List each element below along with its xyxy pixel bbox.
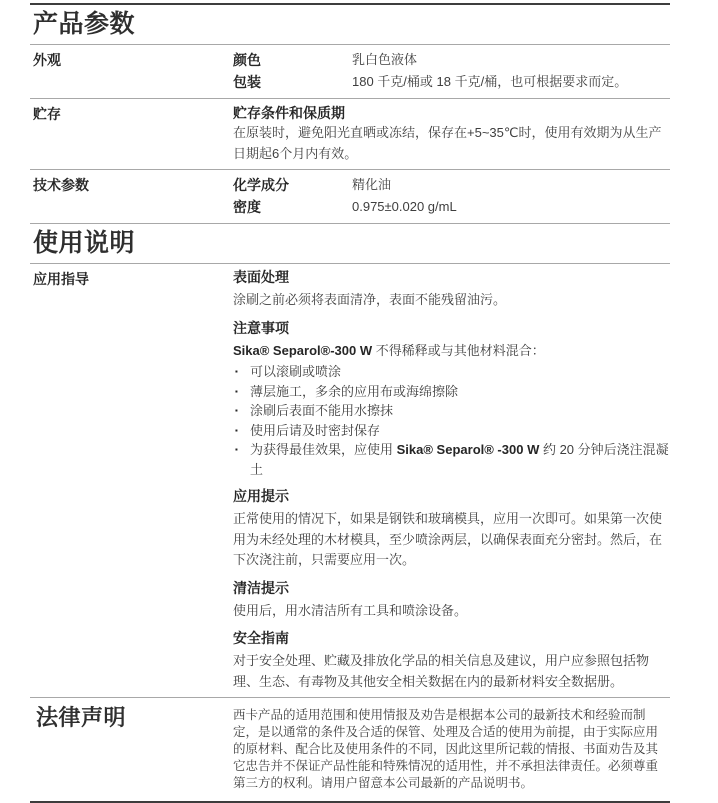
notice-bullet-list bbox=[233, 362, 670, 479]
storage-text: 在原装时，避免阳光直晒或冻结，保存在+5~35℃时，使用有效期为从生产日期起6个月内有效。 bbox=[233, 125, 662, 161]
bullet-square-icon: ▪ bbox=[235, 367, 238, 376]
safety-guide-title: 安全指南 bbox=[233, 630, 289, 646]
safety-guide-text: 对于安全处理、贮藏及排放化学品的相关信息及建议，用户应参照包括物理、生态、有毒物及其他安全相关数据在内的最新材料安全数据册。 bbox=[233, 653, 650, 689]
param-name: 包装 bbox=[233, 74, 261, 90]
row-technical bbox=[30, 170, 670, 223]
list-item bbox=[233, 362, 670, 382]
bullet-text: 使用后请及时密封保存 bbox=[250, 422, 381, 438]
bullet-square-icon: ▪ bbox=[235, 386, 238, 396]
param-value: 0.975±0.020 g/mL bbox=[352, 199, 457, 214]
surface-treatment-title: 表面处理 bbox=[233, 269, 289, 285]
list-item bbox=[233, 421, 670, 441]
bullet-square-icon: ▪ bbox=[235, 406, 238, 415]
param-name: 化学成分 bbox=[233, 177, 289, 193]
bullet-square-icon: ▪ bbox=[235, 445, 238, 454]
param-name: 密度 bbox=[233, 199, 261, 215]
row-label-application-guide: 应用指导 bbox=[33, 271, 89, 287]
param-chemical bbox=[233, 174, 670, 196]
bullet-text: 约 20 分钟后浇注混凝土 bbox=[250, 442, 669, 477]
bullet-square-icon: ▪ bbox=[235, 425, 238, 435]
product-name-bold: Sika® Separol®-300 W bbox=[233, 342, 373, 358]
storage-subheading: 贮存条件和保质期 bbox=[233, 105, 345, 121]
bullet-text: 薄层施工，多余的应用布或海绵擦除 bbox=[250, 383, 459, 399]
legal-text: 西卡产品的适用范围和使用情报及劝告是根据本公司的最新技术和经验而制定，是以通常的条件及合适的保管、处理及合适的使用为前提，由于实际应用的原材料、配合比及使用条件的不同，因此这里所记载的情报、书面劝告及其它忠告并不保证产品性能和特殊情况的适用性，并不承担法律责任。必须尊重第三方的权利。请用户留意本公司最新的产品说明书。 bbox=[233, 708, 659, 790]
param-value: 乳白色液体 bbox=[352, 52, 418, 67]
row-label-appearance: 外观 bbox=[33, 52, 61, 68]
cleaning-tips-text: 使用后，用水清洁所有工具和喷涂设备。 bbox=[233, 602, 468, 618]
product-params-heading: 产品参数 bbox=[33, 10, 136, 38]
list-item bbox=[233, 440, 670, 479]
application-tips-title: 应用提示 bbox=[233, 488, 289, 504]
param-value: 精化油 bbox=[352, 177, 392, 192]
row-usage bbox=[30, 264, 670, 697]
bullet-bold: Sika® Separol® -300 W bbox=[396, 442, 540, 457]
param-density bbox=[233, 196, 670, 218]
param-color bbox=[233, 49, 670, 71]
surface-treatment-text: 涂刷之前必须将表面清净，表面不能残留油污。 bbox=[233, 292, 507, 307]
bullet-text: 涂刷后表面不能用水擦抹 bbox=[250, 403, 394, 418]
usage-heading: 使用说明 bbox=[33, 229, 136, 257]
param-packaging bbox=[233, 71, 670, 93]
row-legal bbox=[30, 698, 670, 801]
row-label-storage: 贮存 bbox=[33, 106, 61, 122]
list-item bbox=[233, 401, 670, 421]
notice-lead bbox=[233, 341, 670, 362]
bullet-text: 为获得最佳效果，应使用 bbox=[250, 442, 397, 457]
row-appearance bbox=[30, 45, 670, 98]
param-value: 180 千克/桶或 18 千克/桶，也可根据要求而定。 bbox=[352, 74, 628, 89]
param-name: 颜色 bbox=[233, 52, 261, 68]
application-tips-text: 正常使用的情况下，如果是钢铁和玻璃模具，应用一次即可。如果第一次使用为未经处理的木材模具，至少喷涂两层，以确保表面充分密封。然后，在下次浇注前，只需要应用一次。 bbox=[233, 511, 663, 567]
legal-heading: 法律声明 bbox=[36, 705, 127, 730]
notice-lead-rest: 不得稀释或与其他材料混合： bbox=[372, 342, 545, 358]
row-label-technical: 技术参数 bbox=[33, 177, 89, 193]
bullet-text: 可以滚刷或喷涂 bbox=[250, 364, 342, 379]
row-storage bbox=[30, 99, 670, 169]
list-item bbox=[233, 382, 670, 402]
notice-title: 注意事项 bbox=[233, 319, 289, 336]
cleaning-tips-title: 清洁提示 bbox=[233, 579, 289, 596]
